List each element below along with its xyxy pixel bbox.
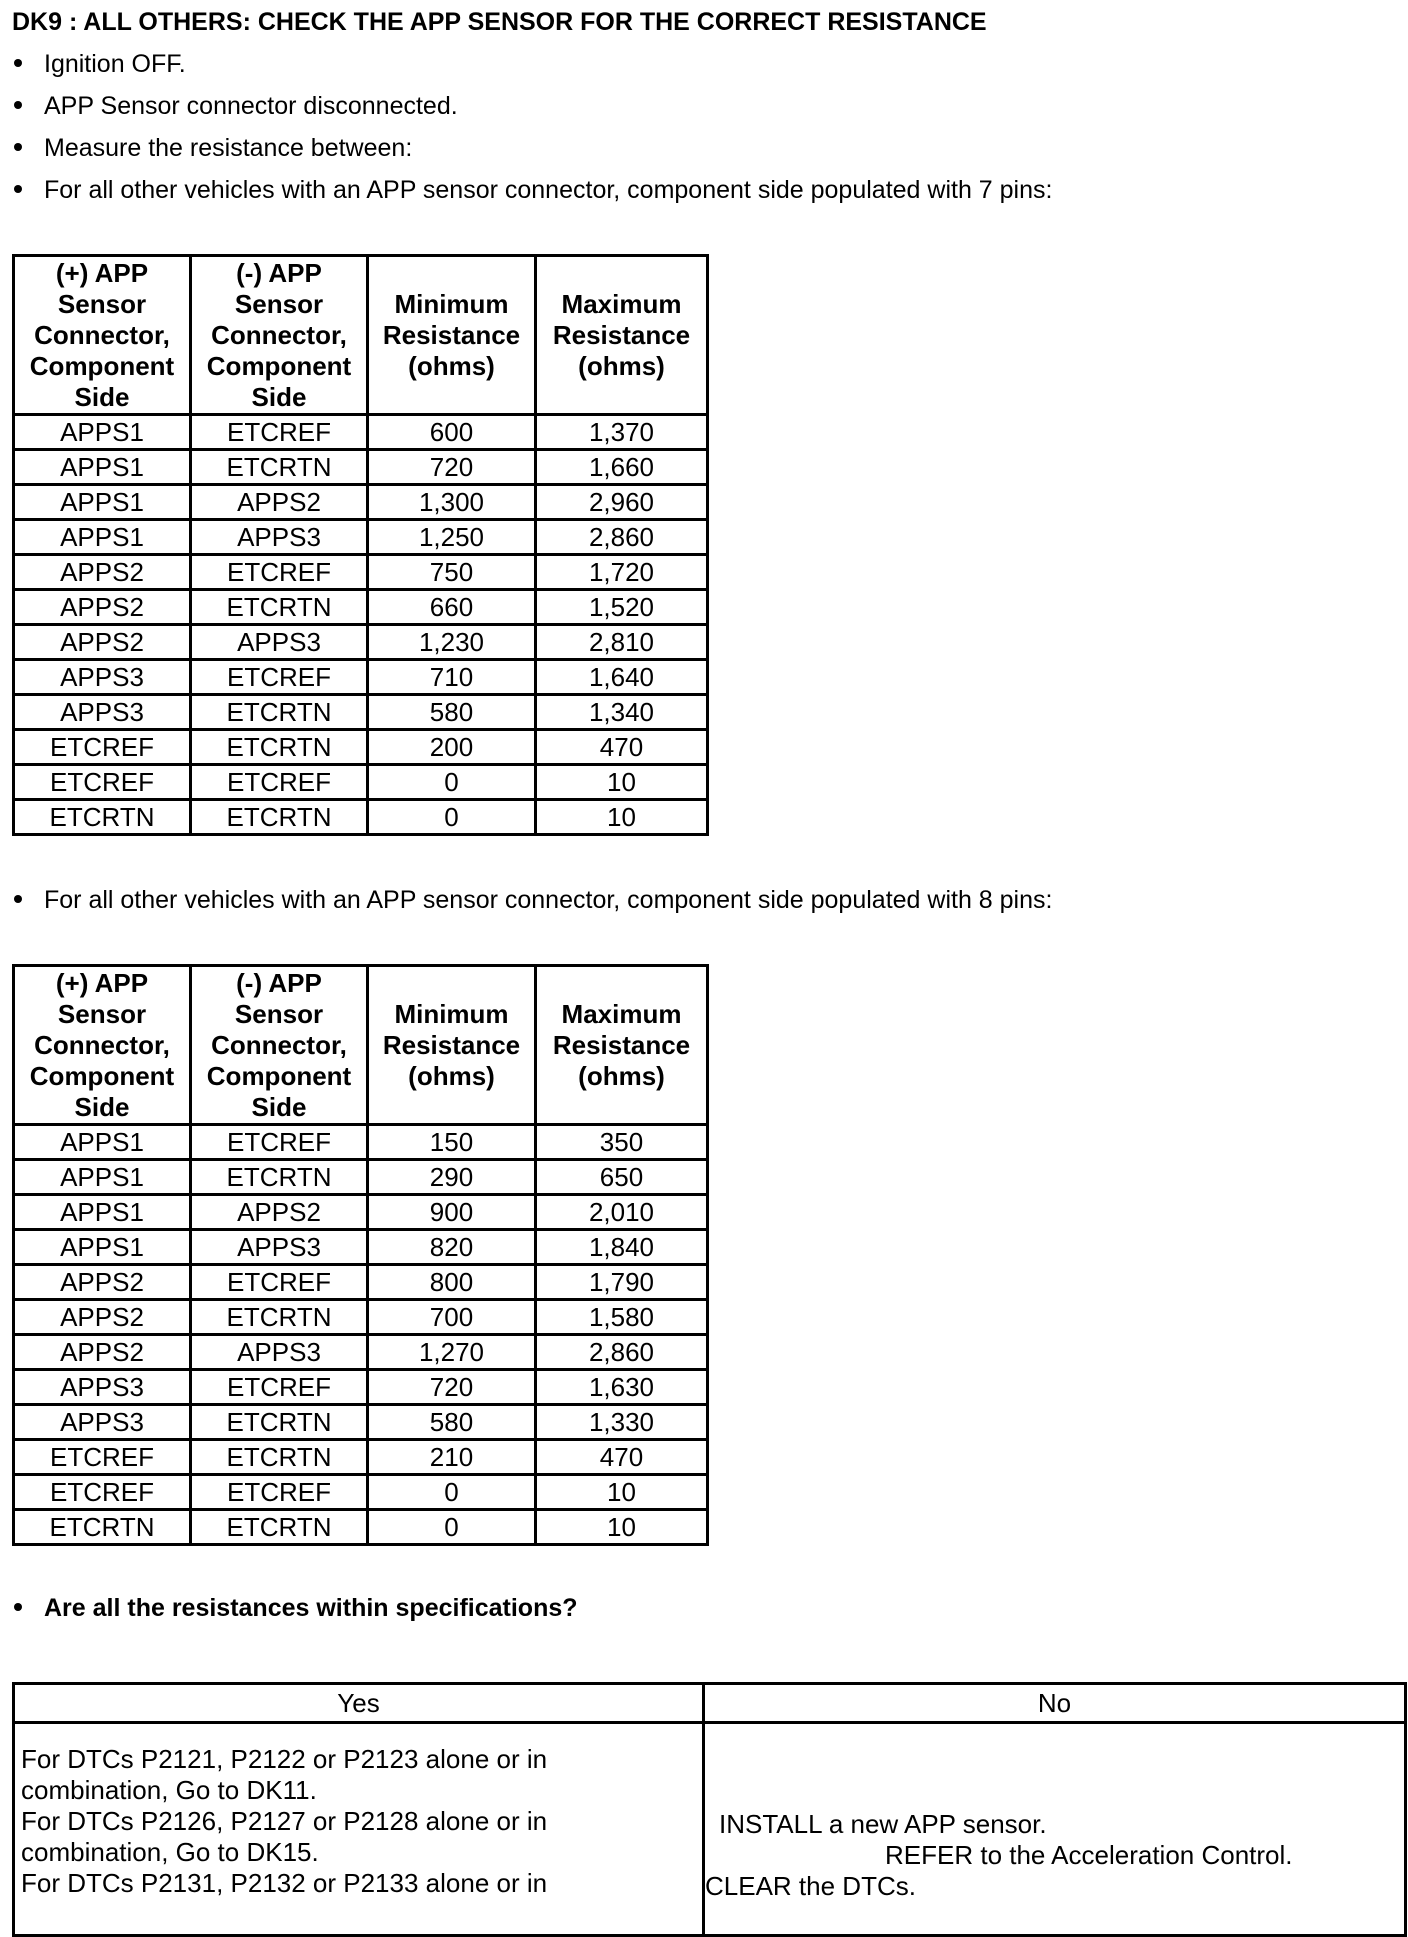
table-row (14, 765, 708, 800)
column-header-line: Sensor (234, 998, 324, 1029)
max-resistance-cell: 10 (536, 1510, 708, 1545)
negative-pin-cell: ETCREF (191, 1475, 368, 1510)
positive-pin-cell: ETCREF (14, 1440, 191, 1475)
column-header-line: (ohms) (408, 350, 495, 381)
column-header-line: Side (74, 1091, 130, 1122)
table-row (14, 555, 708, 590)
table-header-row (14, 256, 708, 415)
max-resistance-cell: 1,790 (536, 1265, 708, 1300)
bullet-dot-icon (14, 185, 22, 193)
negative-pin-cell: ETCRTN (191, 1405, 368, 1440)
column-header-line: Resistance (382, 1029, 521, 1060)
min-resistance-cell: 660 (368, 590, 536, 625)
negative-pin-cell: ETCREF (191, 555, 368, 590)
column-header-line: Connector, (211, 319, 347, 350)
column-header-line: Side (251, 1091, 307, 1122)
column-header-line: Sensor (57, 288, 147, 319)
table-row (14, 1230, 708, 1265)
table-row (14, 590, 708, 625)
yes-line: combination, Go to DK11. (21, 1775, 317, 1805)
max-resistance-cell: 1,640 (536, 660, 708, 695)
column-header-line: Maximum (561, 288, 682, 319)
min-resistance-cell: 0 (368, 1510, 536, 1545)
yes-line: For DTCs P2131, P2132 or P2133 alone or in (21, 1868, 548, 1898)
negative-pin-cell: ETCREF (191, 765, 368, 800)
column-header-line: Minimum (394, 288, 509, 319)
table-row (14, 660, 708, 695)
max-resistance-cell: 1,660 (536, 450, 708, 485)
max-resistance-cell: 1,630 (536, 1370, 708, 1405)
min-resistance-cell: 600 (368, 415, 536, 450)
negative-pin-cell: APPS2 (191, 1195, 368, 1230)
min-resistance-cell: 290 (368, 1160, 536, 1195)
max-resistance-cell: 10 (536, 1475, 708, 1510)
table-row (14, 415, 708, 450)
max-resistance-cell: 2,860 (536, 520, 708, 555)
table-row (14, 1195, 708, 1230)
bullet-7pin (12, 176, 1052, 205)
column-header (536, 966, 708, 1125)
table-row (14, 1440, 708, 1475)
positive-pin-cell: APPS1 (14, 1195, 191, 1230)
positive-pin-cell: APPS2 (14, 1335, 191, 1370)
resistance-table-8pin (12, 964, 709, 1546)
table-row (14, 520, 708, 555)
yes-line: For DTCs P2121, P2122 or P2123 alone or in (21, 1744, 548, 1774)
yes-line: For DTCs P2126, P2127 or P2128 alone or in (21, 1806, 548, 1836)
column-header-line: Connector, (34, 1029, 170, 1060)
max-resistance-cell: 1,840 (536, 1230, 708, 1265)
table-row (14, 1510, 708, 1545)
bullet-dot-icon (14, 59, 22, 67)
max-resistance-cell: 650 (536, 1160, 708, 1195)
bullet-text: APP Sensor connector disconnected. (44, 92, 458, 120)
negative-pin-cell: APPS3 (191, 1230, 368, 1265)
table-row (14, 695, 708, 730)
negative-pin-cell: ETCRTN (191, 590, 368, 625)
positive-pin-cell: APPS2 (14, 625, 191, 660)
min-resistance-cell: 0 (368, 1475, 536, 1510)
negative-pin-cell: ETCREF (191, 1370, 368, 1405)
positive-pin-cell: APPS1 (14, 450, 191, 485)
negative-pin-cell: ETCREF (191, 1265, 368, 1300)
column-header-line: Minimum (394, 998, 509, 1029)
yes-line: combination, Go to DK15. (21, 1837, 319, 1867)
positive-pin-cell: APPS1 (14, 520, 191, 555)
min-resistance-cell: 580 (368, 695, 536, 730)
min-resistance-cell: 0 (368, 765, 536, 800)
column-header-line: (+) APP (55, 967, 149, 998)
positive-pin-cell: APPS3 (14, 695, 191, 730)
column-header (368, 966, 536, 1125)
max-resistance-cell: 2,860 (536, 1335, 708, 1370)
column-header-line: Component (29, 350, 175, 381)
bullet-text: Measure the resistance between: (44, 134, 413, 162)
positive-pin-cell: ETCRTN (14, 800, 191, 835)
column-header (191, 966, 368, 1125)
min-resistance-cell: 0 (368, 800, 536, 835)
column-header-line: Side (251, 381, 307, 412)
column-header-line: (ohms) (578, 350, 665, 381)
no-action-cell (704, 1723, 1406, 1936)
column-header-line: Component (206, 350, 352, 381)
column-header (14, 256, 191, 415)
table-row (14, 1405, 708, 1440)
yes-header: Yes (14, 1684, 704, 1723)
negative-pin-cell: APPS3 (191, 625, 368, 660)
positive-pin-cell: APPS2 (14, 555, 191, 590)
positive-pin-cell: APPS3 (14, 1405, 191, 1440)
negative-pin-cell: ETCRTN (191, 730, 368, 765)
negative-pin-cell: ETCRTN (191, 450, 368, 485)
column-header-line: Resistance (382, 319, 521, 350)
positive-pin-cell: APPS1 (14, 1160, 191, 1195)
column-header-line: (ohms) (578, 1060, 665, 1091)
min-resistance-cell: 200 (368, 730, 536, 765)
max-resistance-cell: 1,340 (536, 695, 708, 730)
table-row (14, 800, 708, 835)
max-resistance-cell: 2,960 (536, 485, 708, 520)
positive-pin-cell: APPS3 (14, 1370, 191, 1405)
min-resistance-cell: 210 (368, 1440, 536, 1475)
column-header (368, 256, 536, 415)
no-line: CLEAR the DTCs. (705, 1871, 916, 1901)
max-resistance-cell: 470 (536, 730, 708, 765)
max-resistance-cell: 470 (536, 1440, 708, 1475)
table-row (14, 450, 708, 485)
bullet-dot-icon (14, 895, 22, 903)
min-resistance-cell: 710 (368, 660, 536, 695)
column-header-line: Resistance (552, 319, 691, 350)
column-header-line: (-) APP (236, 967, 322, 998)
page-title: DK9 : ALL OTHERS: CHECK THE APP SENSOR FOR THE CORRECT RESISTANCE (12, 8, 987, 36)
table-header-row (14, 966, 708, 1125)
negative-pin-cell: ETCREF (191, 1125, 368, 1160)
max-resistance-cell: 10 (536, 800, 708, 835)
resistance-table-7pin (12, 254, 709, 836)
min-resistance-cell: 750 (368, 555, 536, 590)
positive-pin-cell: ETCREF (14, 765, 191, 800)
positive-pin-cell: APPS1 (14, 1125, 191, 1160)
yes-action-cell (14, 1723, 704, 1936)
no-header: No (704, 1684, 1406, 1723)
column-header-line: Side (74, 381, 130, 412)
negative-pin-cell: APPS3 (191, 520, 368, 555)
min-resistance-cell: 800 (368, 1265, 536, 1300)
column-header (536, 256, 708, 415)
column-header-line: Sensor (57, 998, 147, 1029)
max-resistance-cell: 10 (536, 765, 708, 800)
negative-pin-cell: ETCRTN (191, 1300, 368, 1335)
column-header-line: Resistance (552, 1029, 691, 1060)
max-resistance-cell: 1,580 (536, 1300, 708, 1335)
bullet-ignition (12, 50, 186, 79)
question-text: Are all the resistances within specifications? (44, 1594, 578, 1622)
bullet-question (12, 1594, 578, 1623)
positive-pin-cell: ETCREF (14, 730, 191, 765)
max-resistance-cell: 2,010 (536, 1195, 708, 1230)
min-resistance-cell: 1,270 (368, 1335, 536, 1370)
column-header (14, 966, 191, 1125)
table-row (14, 730, 708, 765)
bullet-8pin (12, 886, 1052, 915)
negative-pin-cell: ETCRTN (191, 695, 368, 730)
max-resistance-cell: 2,810 (536, 625, 708, 660)
bullet-dot-icon (14, 143, 22, 151)
table-row (14, 485, 708, 520)
positive-pin-cell: APPS3 (14, 660, 191, 695)
decision-table (12, 1682, 1407, 1937)
positive-pin-cell: APPS2 (14, 590, 191, 625)
column-header-line: Connector, (211, 1029, 347, 1060)
max-resistance-cell: 1,370 (536, 415, 708, 450)
no-line: INSTALL a new APP sensor. (719, 1809, 1047, 1839)
table-row (14, 1300, 708, 1335)
bullet-text: For all other vehicles with an APP sensor connector, component side populated with 7 pins: (44, 176, 1053, 204)
column-header-line: Connector, (34, 319, 170, 350)
column-header-line: Component (29, 1060, 175, 1091)
bullet-dot-icon (14, 101, 22, 109)
column-header-line: (ohms) (408, 1060, 495, 1091)
bullet-measure (12, 134, 412, 163)
min-resistance-cell: 720 (368, 1370, 536, 1405)
min-resistance-cell: 150 (368, 1125, 536, 1160)
min-resistance-cell: 820 (368, 1230, 536, 1265)
negative-pin-cell: ETCRTN (191, 1510, 368, 1545)
table-row (14, 1370, 708, 1405)
no-line: REFER to the Acceleration Control. (885, 1840, 1293, 1870)
negative-pin-cell: ETCREF (191, 660, 368, 695)
positive-pin-cell: APPS1 (14, 1230, 191, 1265)
positive-pin-cell: APPS1 (14, 485, 191, 520)
bullet-text: For all other vehicles with an APP sensor connector, component side populated with 8 pins: (44, 886, 1053, 914)
min-resistance-cell: 580 (368, 1405, 536, 1440)
negative-pin-cell: ETCRTN (191, 800, 368, 835)
table-row (14, 1265, 708, 1300)
positive-pin-cell: APPS1 (14, 415, 191, 450)
positive-pin-cell: APPS2 (14, 1265, 191, 1300)
min-resistance-cell: 900 (368, 1195, 536, 1230)
bullet-dot-icon (14, 1603, 22, 1611)
negative-pin-cell: ETCRTN (191, 1160, 368, 1195)
positive-pin-cell: APPS2 (14, 1300, 191, 1335)
negative-pin-cell: APPS2 (191, 485, 368, 520)
table-row (14, 1160, 708, 1195)
min-resistance-cell: 1,250 (368, 520, 536, 555)
column-header (191, 256, 368, 415)
column-header-line: (+) APP (55, 257, 149, 288)
positive-pin-cell: ETCREF (14, 1475, 191, 1510)
column-header-line: Component (206, 1060, 352, 1091)
min-resistance-cell: 1,230 (368, 625, 536, 660)
min-resistance-cell: 1,300 (368, 485, 536, 520)
max-resistance-cell: 1,720 (536, 555, 708, 590)
table-row (14, 625, 708, 660)
table-row (14, 1125, 708, 1160)
negative-pin-cell: ETCRTN (191, 1440, 368, 1475)
bullet-text: Ignition OFF. (44, 50, 186, 78)
max-resistance-cell: 1,330 (536, 1405, 708, 1440)
table-row (14, 1475, 708, 1510)
max-resistance-cell: 1,520 (536, 590, 708, 625)
column-header-line: Maximum (561, 998, 682, 1029)
positive-pin-cell: ETCRTN (14, 1510, 191, 1545)
bullet-connector (12, 92, 458, 121)
min-resistance-cell: 720 (368, 450, 536, 485)
negative-pin-cell: APPS3 (191, 1335, 368, 1370)
max-resistance-cell: 350 (536, 1125, 708, 1160)
column-header-line: (-) APP (236, 257, 322, 288)
negative-pin-cell: ETCREF (191, 415, 368, 450)
column-header-line: Sensor (234, 288, 324, 319)
table-row (14, 1335, 708, 1370)
min-resistance-cell: 700 (368, 1300, 536, 1335)
